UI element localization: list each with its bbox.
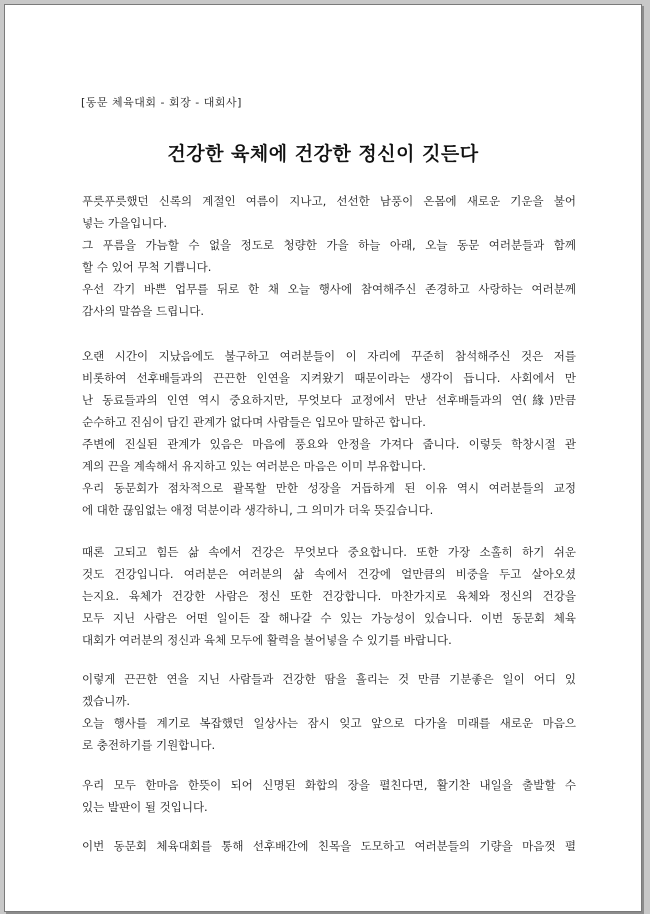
body-line: 대회가 여러분의 정신과 육체 모두에 활력을 불어넣을 수 있기를 바랍니다. [82, 633, 452, 647]
body-line: 순수하고 진심이 담긴 관계가 없다며 사람들은 입모아 말하곤 합니다. [82, 415, 426, 429]
body-line: 그 푸름을 가늠할 수 없을 정도로 청량한 가을 하늘 아래, 오늘 동문 여러분들과 함께 [82, 238, 576, 252]
body-line: 때론 고되고 힘든 삶 속에서 건강은 무엇보다 중요합니다. 또한 가장 소홀히 하기 쉬운 [82, 545, 576, 559]
body-line: 로 충전하기를 기원합니다. [82, 738, 216, 752]
body-line: 우리 동문회가 점차적으로 괄목할 만한 성장을 거듭하게 된 이유 역시 여러분들의 교정 [82, 481, 576, 495]
body-line: 우리 모두 한마음 한뜻이 되어 신명된 화합의 장을 펼친다면, 활기찬 내일을 출발할 수 [82, 778, 576, 792]
document-title: 건강한 육체에 건강한 정신이 깃든다 [167, 143, 479, 165]
body-line: 넣는 가을입니다. [82, 216, 168, 230]
body-line: 할 수 있어 무척 기쁩니다. [82, 260, 212, 274]
body-line: 계의 끈을 계속해서 유지하고 있는 여러분은 마음은 이미 부유합니다. [82, 459, 426, 473]
body-line: 감사의 말씀을 드립니다. [82, 304, 205, 318]
body-line: 난 동료들과의 인연 역시 중요하지만, 무엇보다 교정에서 만난 선후배들과의 연(緣)만큼 [82, 393, 576, 407]
document-header: [동문 체육대회 - 회장 - 대회사] [81, 96, 242, 109]
body-line: 오랜 시간이 지났음에도 불구하고 여러분들이 이 자리에 꾸준히 참석해주신 것은 저를 [82, 349, 576, 363]
body-line: 것도 건강입니다. 여러분은 여러분의 삶 속에서 건강에 얼만큼의 비중을 두고 살아오셨 [82, 567, 576, 581]
body-line: 우선 각기 바쁜 업무를 뒤로 한 채 오늘 행사에 참여해주신 존경하고 사랑하는 여러분께 [82, 282, 576, 296]
body-line: 주변에 진실된 관계가 있음은 마음에 풍요와 안정을 가져다 줍니다. 이렇듯 학창시절 관 [82, 437, 576, 451]
body-line: 이번 동문회 체육대회를 통해 선후배간에 친목을 도모하고 여러분들의 기량을 마음껏 펼 [82, 839, 576, 853]
body-line: 이렇게 끈끈한 연을 지닌 사람들과 건강한 땀을 흘리는 것 만큼 기분좋은 일이 어디 있 [82, 672, 576, 686]
body-line: 모두 지닌 사람은 어떤 일이든 잘 해나갈 수 있는 가능성이 있습니다. 이번 동문회 체육 [82, 611, 576, 625]
body-line: 오늘 행사를 계기로 복잡했던 일상사는 잠시 잊고 앞으로 다가올 미래를 새로운 마음으 [82, 716, 576, 730]
body-line: 겠습니까. [82, 694, 131, 708]
body-line: 는지요. 육체가 건강한 사람은 정신 또한 건강합니다. 마찬가지로 육체와 정신의 건강을 [82, 589, 576, 603]
body-line: 비롯하여 선후배들과의 끈끈한 인연을 지켜왔기 때문이라는 생각이 듭니다. 사회에서 만 [82, 371, 576, 385]
body-line: 푸릇푸릇했던 신록의 계절인 여름이 지나고, 선선한 남풍이 온몸에 새로운 기운을 불어 [82, 194, 576, 208]
body-line: 에 대한 끊임없는 애정 덕분이라 생각하니, 그 의미가 더욱 뜻깊습니다. [82, 503, 434, 517]
document-page [4, 4, 642, 912]
body-line: 있는 발판이 될 것입니다. [82, 800, 208, 814]
